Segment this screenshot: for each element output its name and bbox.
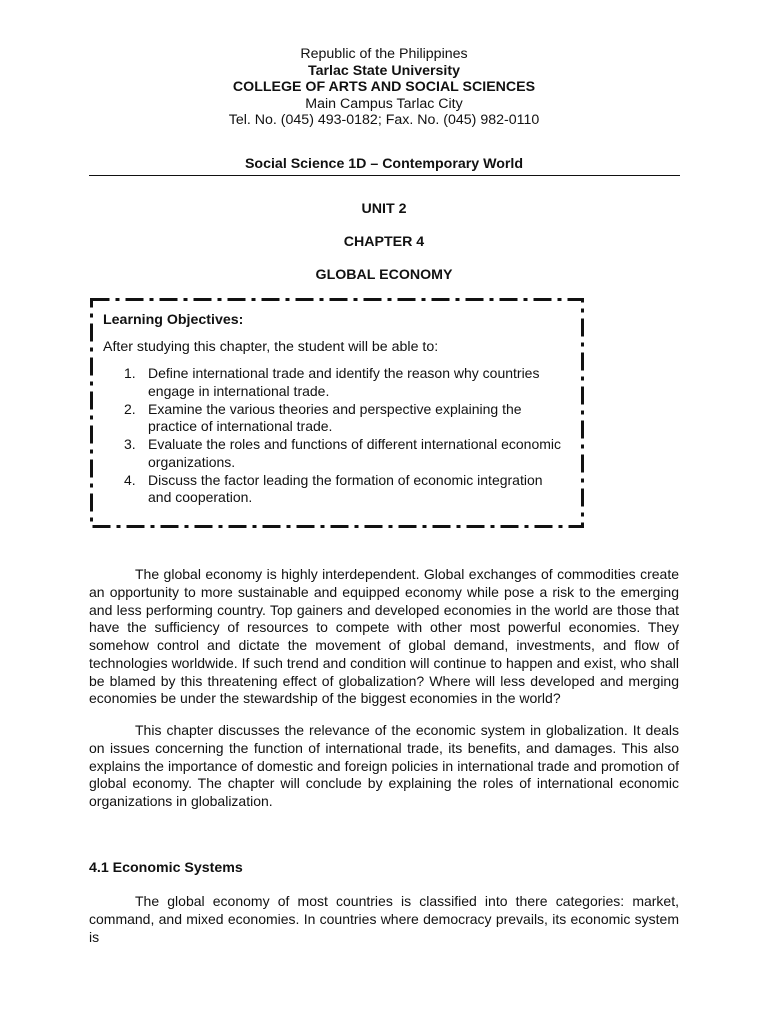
- list-text: Discuss the factor leading the formation of economic integration and cooperation.: [148, 471, 543, 505]
- header-divider: [89, 175, 680, 176]
- list-item: [124, 436, 564, 471]
- objectives-title: Learning Objectives:: [103, 312, 244, 328]
- paragraph-2: [89, 722, 679, 811]
- paragraph-3: [89, 893, 679, 946]
- objectives-intro: After studying this chapter, the student will be able to:: [103, 339, 439, 355]
- header-contact: Tel. No. (045) 493-0182; Fax. No. (045) 982-0110: [228, 112, 540, 128]
- section-heading: 4.1 Economic Systems: [89, 860, 243, 876]
- list-number: 1.: [124, 365, 136, 381]
- paragraph-text: The global economy of most countries is classified into there categories: market, command, and mixed economies. In countries where democracy prevails, its economic system is: [89, 893, 679, 945]
- list-item: [124, 365, 564, 400]
- objectives-list: [124, 365, 564, 507]
- header-university: Tarlac State University: [308, 63, 460, 79]
- learning-objectives-box: [90, 298, 584, 528]
- unit-label: UNIT 2: [361, 201, 407, 217]
- list-number: 2.: [124, 400, 136, 417]
- course-title: Social Science 1D – Contemporary World: [244, 156, 524, 172]
- header-republic: Republic of the Philippines: [300, 46, 468, 62]
- header-college: COLLEGE OF ARTS AND SOCIAL SCIENCES: [232, 79, 536, 95]
- paragraph-text: The global economy is highly interdependent. Global exchanges of commodities create an opportunity to more sustainable and equipped economy while pose a risk to the emerging and less performing country. Top gainers and developed economies in the world are those that have the sufficiency of resources to compete with other most powerful economies. They somehow control and dictate the movement of global demand, investments, and flow of technologies worldwide. If such trend and condition will continue to happen and exist, who shall be blamed by this threatening effect of globalization? Where will less developed and merging economies be under the stewardship of the biggest economies in the world?: [89, 566, 679, 707]
- list-number: 4.: [124, 471, 136, 488]
- list-number: 3.: [124, 436, 136, 452]
- list-item: [124, 401, 564, 436]
- chapter-title: GLOBAL ECONOMY: [315, 267, 453, 283]
- list-text: Examine the various theories and perspective explaining the practice of international trade.: [148, 400, 522, 434]
- list-item: [124, 472, 564, 507]
- list-text: Define international trade and identify the reason why countries engage in international trade.: [148, 365, 540, 399]
- chapter-label: CHAPTER 4: [343, 234, 425, 250]
- list-text: Evaluate the roles and functions of different international economic organizations.: [148, 436, 561, 470]
- paragraph-1: [89, 566, 679, 708]
- header-campus: Main Campus Tarlac City: [305, 96, 463, 112]
- paragraph-text: This chapter discusses the relevance of the economic system in globalization. It deals on issues concerning the function of international trade, its benefits, and damages. This also explains the importance of domestic and foreign policies in international trade and promotion of global economy. The chapter will conclude by explaining the roles of international economic organizations in globalization.: [89, 722, 679, 809]
